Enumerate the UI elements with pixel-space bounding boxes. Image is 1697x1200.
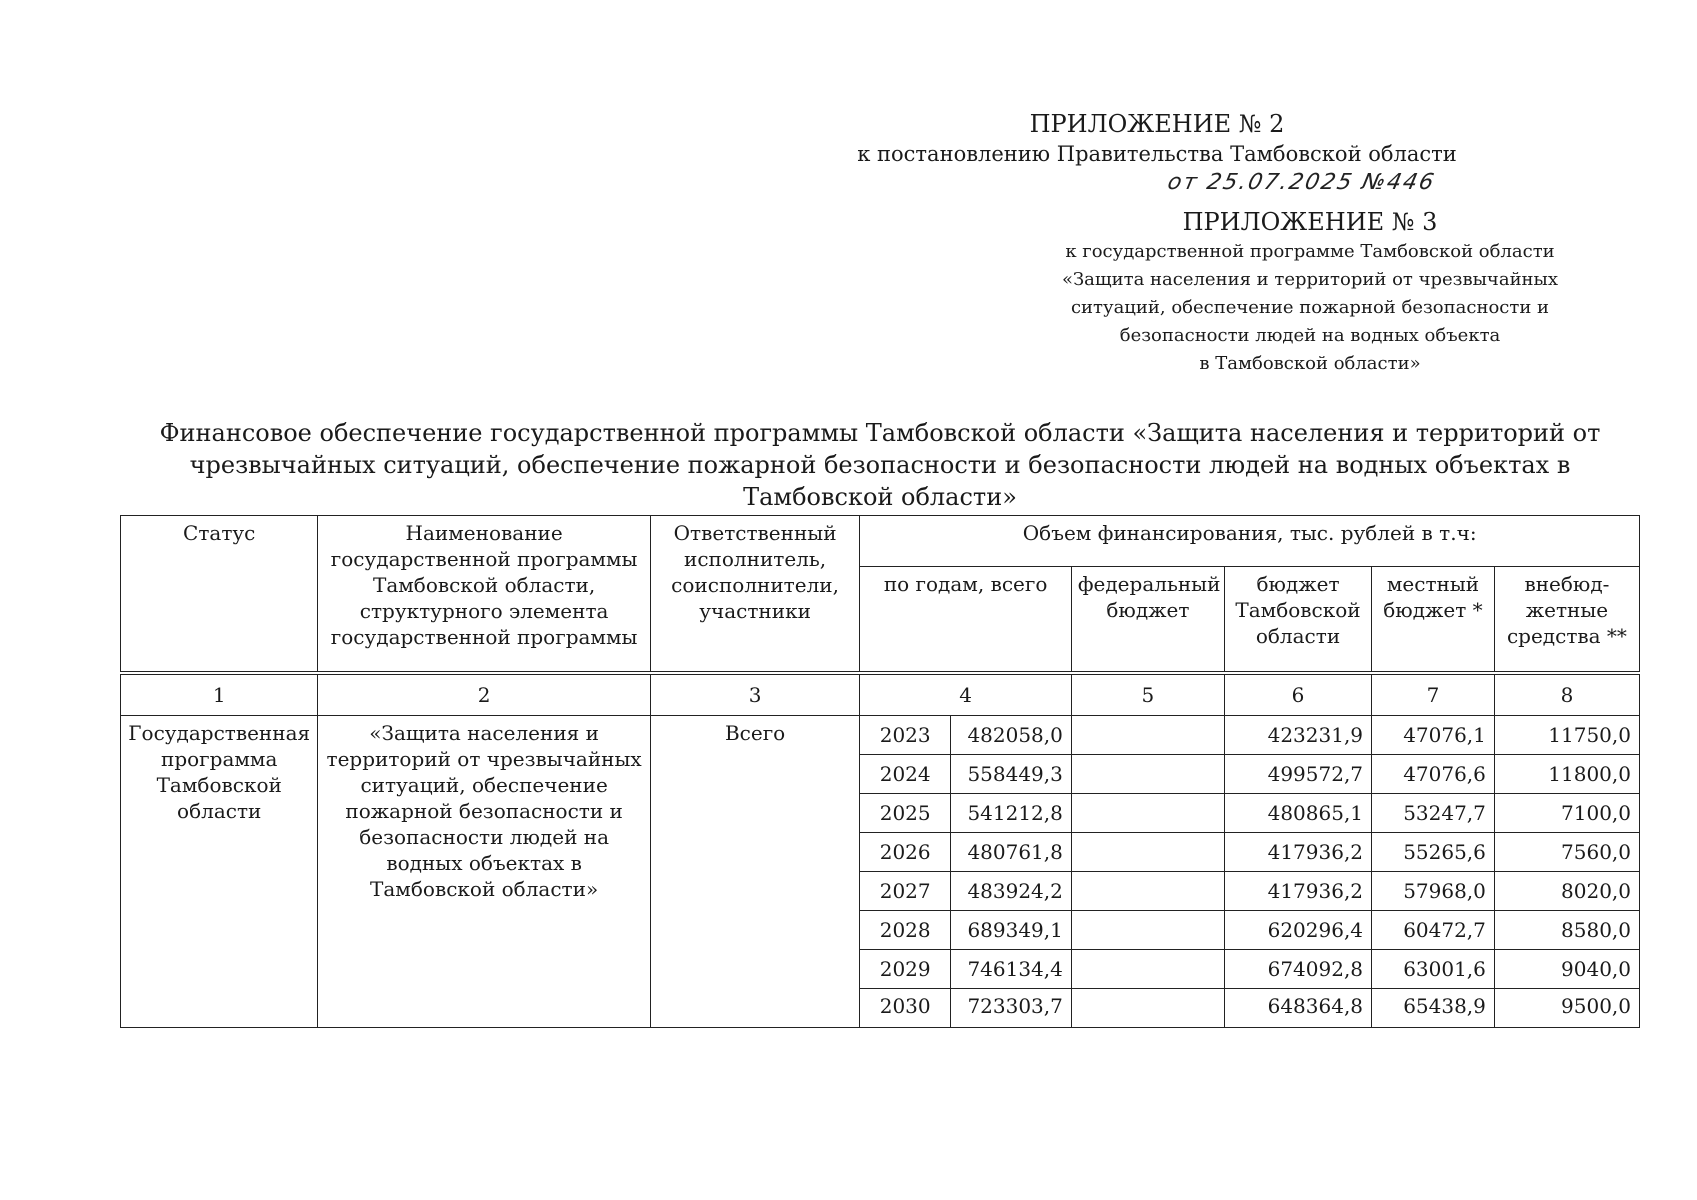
total-cell: 746134,4 [951,950,1072,989]
federal-cell [1071,950,1224,989]
appendix-3-line: в Тамбовской области» [1199,353,1421,374]
regional-cell: 423231,9 [1224,716,1371,755]
year-cell: 2029 [860,950,951,989]
total-cell: 483924,2 [951,872,1072,911]
extra-cell: 7100,0 [1494,794,1639,833]
funding-table [120,515,1640,1028]
index-cell: 3 [650,675,860,716]
appendix-3-line: ситуаций, обеспечение пожарной безопасности и [1070,297,1550,318]
year-cell: 2023 [860,716,951,755]
total-cell: 541212,8 [951,794,1072,833]
local-cell: 57968,0 [1372,872,1495,911]
regional-cell: 620296,4 [1224,911,1371,950]
year-cell: 2024 [860,755,951,794]
federal-cell [1071,716,1224,755]
regional-cell: 480865,1 [1224,794,1371,833]
handwritten-decree-number: от 25.07.2025 №446 [1165,170,1438,195]
header-federal: федеральный бюджет [1071,567,1224,672]
extra-cell: 11750,0 [1494,716,1639,755]
header-funding: Объем финансирования, тыс. рублей в т.ч: [860,516,1640,567]
federal-cell [1071,989,1224,1028]
total-cell: 558449,3 [951,755,1072,794]
program-name-cell: «Защита населения и территорий от чрезвычайных ситуаций, обеспечение пожарной безопасности и безопасности людей на водных объектах в Тамбовской области» [318,716,650,1028]
status-cell: Государственная программа Тамбовской области [121,716,318,1028]
appendix-2-block [807,108,1507,168]
header-by-years: по годам, всего [860,567,1072,672]
header-extra: внебюд-жетные средства ** [1494,567,1639,672]
index-cell: 4 [860,675,1072,716]
federal-cell [1071,755,1224,794]
year-cell: 2027 [860,872,951,911]
regional-cell: 417936,2 [1224,872,1371,911]
header-status: Статус [121,516,318,672]
appendix-2-title: ПРИЛОЖЕНИЕ № 2 [1029,110,1285,138]
total-cell: 723303,7 [951,989,1072,1028]
local-cell: 47076,1 [1372,716,1495,755]
total-cell: 689349,1 [951,911,1072,950]
regional-cell: 499572,7 [1224,755,1371,794]
header-responsible: Ответственный исполнитель, соисполнители, участники [650,516,860,672]
appendix-3-line: «Защита населения и территорий от чрезвычайных [1061,269,1559,290]
total-cell: 482058,0 [951,716,1072,755]
index-row [121,675,1640,716]
year-cell: 2026 [860,833,951,872]
extra-cell: 7560,0 [1494,833,1639,872]
federal-cell [1071,794,1224,833]
local-cell: 47076,6 [1372,755,1495,794]
header-row [121,516,1640,567]
appendix-3-title: ПРИЛОЖЕНИЕ № 3 [1182,208,1438,236]
responsible-cell: Всего [650,716,860,1028]
index-cell: 5 [1071,675,1224,716]
header-name: Наименование государственной программы Тамбовской области, структурного элемента государственной программы [318,516,650,672]
local-cell: 53247,7 [1372,794,1495,833]
extra-cell: 9500,0 [1494,989,1639,1028]
index-cell: 1 [121,675,318,716]
extra-cell: 8020,0 [1494,872,1639,911]
year-cell: 2028 [860,911,951,950]
header-regional: бюджет Тамбовской области [1224,567,1371,672]
total-cell: 480761,8 [951,833,1072,872]
local-cell: 65438,9 [1372,989,1495,1028]
index-cell: 7 [1372,675,1495,716]
federal-cell [1071,833,1224,872]
index-cell: 2 [318,675,650,716]
year-cell: 2030 [860,989,951,1028]
appendix-3-line: безопасности людей на водных объекта [1119,325,1501,346]
regional-cell: 674092,8 [1224,950,1371,989]
index-cell: 8 [1494,675,1639,716]
extra-cell: 8580,0 [1494,911,1639,950]
appendix-3-block [1030,206,1590,378]
local-cell: 55265,6 [1372,833,1495,872]
federal-cell [1071,911,1224,950]
appendix-3-line: к государственной программе Тамбовской области [1065,241,1555,262]
federal-cell [1071,872,1224,911]
document-title: Финансовое обеспечение государственной программы Тамбовской области «Защита населения и территорий от чрезвычайных ситуаций, обеспечение пожарной безопасности и безопасности людей на водных объектах в Тамбовской области» [159,419,1601,511]
regional-cell: 648364,8 [1224,989,1371,1028]
header-local: местный бюджет * [1372,567,1495,672]
local-cell: 63001,6 [1372,950,1495,989]
year-cell: 2025 [860,794,951,833]
local-cell: 60472,7 [1372,911,1495,950]
extra-cell: 9040,0 [1494,950,1639,989]
extra-cell: 11800,0 [1494,755,1639,794]
table-row [121,716,1640,755]
appendix-2-reference: к постановлению Правительства Тамбовской области [857,142,1457,166]
index-cell: 6 [1224,675,1371,716]
regional-cell: 417936,2 [1224,833,1371,872]
